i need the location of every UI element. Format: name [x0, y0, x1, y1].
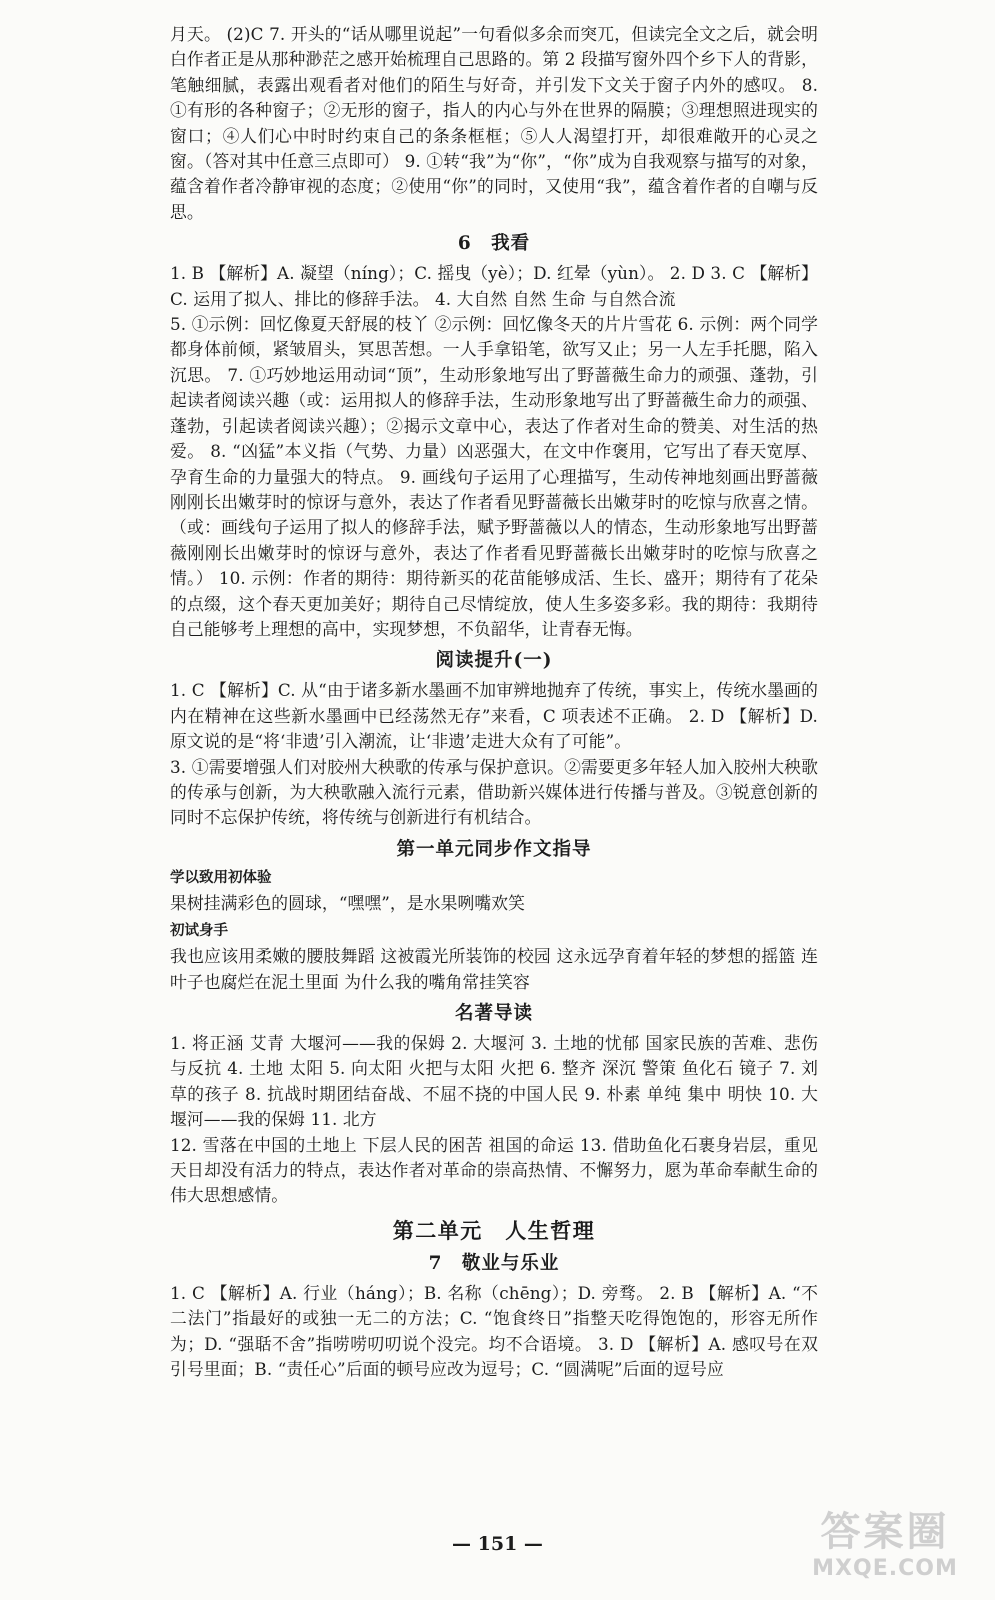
- writing-subheading-1: 学以致用初体验: [170, 869, 272, 886]
- watermark-text-en: MXQE.COM: [812, 1556, 958, 1581]
- classics-answers-1: 1. 将正涵 艾青 大堰河——我的保姆 2. 大堰河 3. 土地的忧郁 国家民族的苦难、悲伤与反抗 4. 土地 太阳 5. 向太阳 火把与太阳 火把 6. 整齐 深沉 警策 鱼化石 镜子 7. 刘草的孩子 8. 抗战时期团结奋战、不屈不挠的中国人民 9. 朴素 单纯 集中 明快 10. 大堰河——我的保姆 11. 北方: [170, 1033, 818, 1130]
- page-number: — 151 —: [452, 1533, 543, 1555]
- classics-section-title: 名著导读: [454, 1003, 533, 1024]
- writing-answer-1: 果树挂满彩色的圆球，“嘿嘿”，是水果咧嘴欢笑: [170, 892, 525, 913]
- lesson-6-answers-2: 5. ①示例：回忆像夏天舒展的枝丫 ②示例：回忆像冬天的片片雪花 6. 示例：两个同学都身体前倾，紧皱眉头，冥思苦想。一人手拿铅笔，欲写又止；另一人左手托腮，陷入沉思。 7. ①巧妙地运用动词“顶”，生动形象地写出了野蔷薇生命力的顽强、蓬勃，引起读者阅读兴趣（或：运用拟人的修辞手法，生动形象地写出了野蔷薇生命力的顽强、蓬勃，引起读者阅读兴趣）；②揭示文章中心，表达了作者对生命的赞美、对生活的热爱。 8. “凶猛”本义指（气势、力量）凶恶强大，在文中作褒用，它写出了春天宽厚、孕育生命的力量强大的特点。 9. 画线句子运用了心理描写，生动传神地刻画出野蔷薇刚刚长出嫩芽时的惊讶与意外，表达了作者看见野蔷薇长出嫩芽时的吃惊与欣喜之情。（或：画线句子运用了拟人的修辞手法，赋予野蔷薇以人的情态，生动形象地写出野蔷薇刚刚长出嫩芽时的惊讶与意外，表达了作者看见野蔷薇长出嫩芽时的吃惊与欣喜之情。） 10. 示例：作者的期待：期待新买的花苗能够成活、生长、盛开；期待有了花朵的点缀，这个春天更加美好；期待自己尽情绽放，使人生多姿多彩。我的期待：我期待自己能够考上理想的高中，实现梦想，不负韶华，让青春无悔。: [170, 314, 818, 639]
- unit-2-title: 第二单元 人生哲理: [392, 1217, 596, 1243]
- watermark-text-cn: 答案圈: [820, 1509, 950, 1555]
- reading-answers-2: 3. ①需要增强人们对胶州大秧歌的传承与保护意识。②需要更多年轻人加入胶州大秧歌的传承与创新，为大秧歌融入流行元素，借助新兴媒体进行传播与普及。③锐意创新的同时不忘保护传统，将传统与创新进行有机结合。: [170, 756, 818, 828]
- intro-paragraph: 月天。 (2)C 7. 开头的“话从哪里说起”一句看似多余而突兀，但读完全文之后，就会明白作者正是从那种渺茫之感开始梳理自己思路的。第 2 段描写窗外四个乡下人的背影，笔触细腻，表露出观看者对他们的陌生与好奇，并引发下文关于窗子内外的感叹。 8. ①有形的各种窗子；②无形的窗子，指人的内心与外在世界的隔膜；③理想照进现实的窗口；④人们心中时时约束自己的条条框框；⑤人人渴望打开，却很难敞开的心灵之窗。（答对其中任意三点即可） 9. ①转“我”为“你”，“你”成为自我观察与描写的对象，蕴含着作者冷静审视的态度；②使用“你”的同时，又使用“我”，蕴含着作者的自嘲与反思。: [170, 24, 818, 222]
- writing-subheading-2: 初试身手: [170, 923, 228, 940]
- classics-answers-2: 12. 雪落在中国的土地上 下层人民的困苦 祖国的命运 13. 借助鱼化石裹身岩层，重见天日却没有活力的特点，表达作者对革命的崇高热情、不懈努力，愿为革命奉献生命的伟大思想感情。: [170, 1134, 818, 1206]
- lesson-7-answers: 1. C 【解析】A. 行业（háng）；B. 名称（chēng）；D. 旁骛。 2. B 【解析】A. “不二法门”指最好的或独一无二的方法；C. “饱食终日”指整天吃得饱饱的，形容无所作为；D. “强聒不舍”指唠唠叨叨说个没完。均不合语境。 3. D 【解析】A. 感叹号在双引号里面；B. “责任心”后面的顿号应改为逗号；C. “圆满呢”后面的逗号应: [170, 1282, 818, 1380]
- lesson-7-title: 7 敬业与乐业: [428, 1252, 560, 1274]
- writing-section-title: 第一单元同步作文指导: [396, 838, 592, 860]
- watermark-logo: [785, 1510, 985, 1596]
- writing-answer-2: 我也应该用柔嫩的腰肢舞蹈 这被霞光所装饰的校园 这永远孕育着年轻的梦想的摇篮 连叶子也腐烂在泥土里面 为什么我的嘴角常挂笑容: [170, 946, 818, 992]
- lesson-6-answers-1: 1. B 【解析】A. 凝望（níng）；C. 摇曳（yè）；D. 红晕（yùn）。 2. D 3. C 【解析】C. 运用了拟人、排比的修辞手法。 4. 大自然 自然 生命 与自然合流: [170, 263, 818, 309]
- lesson-6-title: 6 我看: [457, 233, 531, 255]
- reading-section-title: 阅读提升(一): [435, 650, 553, 672]
- reading-answers-1: 1. C 【解析】C. 从“由于诸多新水墨画不加审辨地抛弃了传统，事实上，传统水墨画的内在精神在这些新水墨画中已经荡然无存”来看，C 项表述不正确。 2. D 【解析】D. 原文说的是“将‘非遗’引入潮流，让‘非遗’走进大众有了可能”。: [170, 680, 818, 752]
- answer-page: [170, 22, 818, 1382]
